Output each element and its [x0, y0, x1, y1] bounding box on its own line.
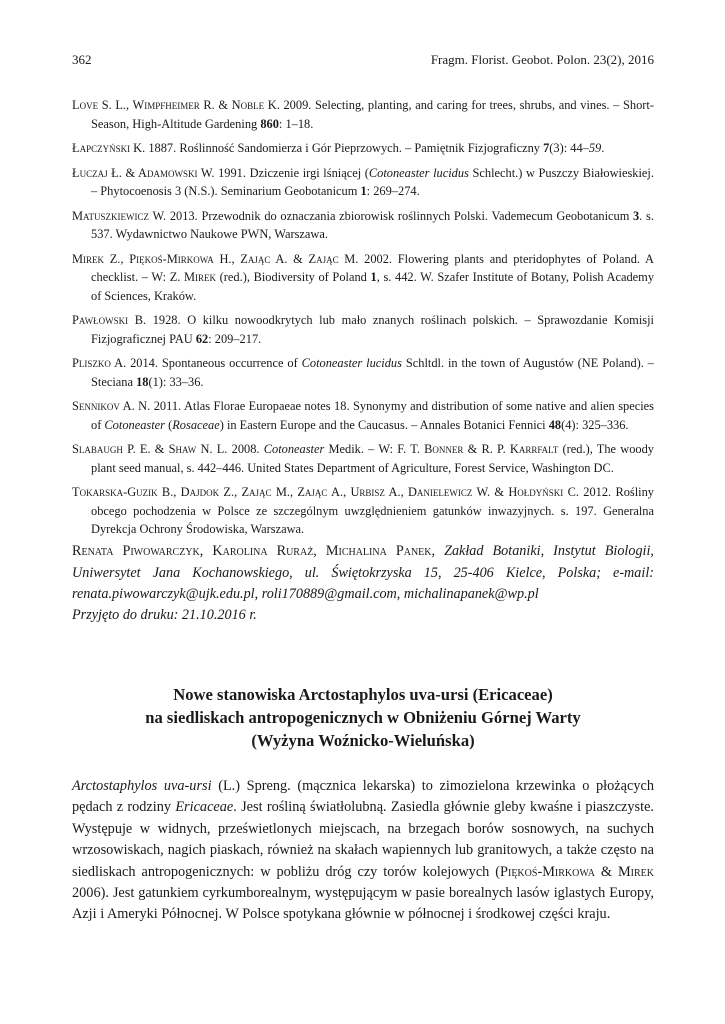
- affiliation: Zakład Botaniki, Instytut Biologii, Uniwersytet Jana Kochanowskiego, ul. Świętokrzyska 15, 25-406 Kielce, Polska; e-mail: renata.piwowarczyk@ujk.edu.pl, roli170889@gmail.com, michalinapanek@wp.pl: [72, 543, 654, 602]
- reference-entry: Sennikov A. N. 2011. Atlas Florae Europaeae notes 18. Synonymy and distribution of some native and alien species of Cotoneaster (Rosaceae) in Eastern Europe and the Caucasus. – Annales Botanici Fennici 48(4): 325–336.: [72, 399, 654, 432]
- reference-entry: Łuczaj Ł. & Adamowski W. 1991. Dziczenie irgi lśniącej (Cotoneaster lucidus Schlecht.) w Puszczy Białowieskiej. – Phytocoenosis 3 (N.S.). Seminarium Geobotanicum 1: 269–274.: [72, 165, 654, 198]
- reference-entry: Łapczyński K. 1887. Roślinność Sandomierza i Gór Pieprzowych. – Pamiętnik Fizjograficzny 7(3): 44–59.: [72, 141, 605, 155]
- reference-entry: Mirek Z., Piękoś-Mirkowa H., Zając A. & Zając M. 2002. Flowering plants and pteridophytes of Poland. A checklist. – W: Z. Mirek (red.), Biodiversity of Poland 1, s. 442. W. Szafer Institute of Botany, Polish Academy of Sciences, Kraków.: [72, 251, 655, 303]
- body-paragraph: Arctostaphylos uva-ursi (L.) Spreng. (mącznica lekarska) to zimozielona krzewinka o płożących pędach z rodziny Ericaceae. Jest rośliną światłolubną. Zasiedla głównie gleby kwaśne i piaszczyste. Występuje w widnych, prześwietlonych miejscach, na brzegach borów sosnowych, na suchych wrzosowiskach, nagich piaskach, również na skałach wapiennych lub granitowych, a także często na siedliskach antropogenicznych: w pobliżu dróg czy torów kolejowych (Piękoś-Mirkowa & Mirek 2006). Jest gatunkiem cyrkumborealnym, występującym w pasie borealnych lasów iglastych Europy, Azji i Ameryki Północnej. W Polsce spotykana głównie w północnej i środkowej części kraju.: [72, 778, 654, 923]
- page-number: 362: [72, 52, 92, 67]
- reference-entry: Pliszko A. 2014. Spontaneous occurrence of Cotoneaster lucidus Schltdl. in the town of Augustów (NE Poland). – Steciana 18(1): 33–36.: [72, 356, 654, 389]
- running-head: [72, 52, 654, 70]
- journal-reference: Fragm. Florist. Geobot. Polon. 23(2), 2016: [430, 52, 654, 67]
- author-affiliation: [72, 541, 654, 606]
- received-date: Przyjęto do druku: 21.10.2016 r.: [72, 607, 257, 623]
- author-names: Renata Piwowarczyk, Karolina Ruraż, Michalina Panek,: [72, 543, 436, 559]
- reference-entry: Tokarska-Guzik B., Dajdok Z., Zając M., Zając A., Urbisz A., Danielewicz W. & Hołdyński C. 2012. Rośliny obcego pochodzenia w Polsce ze szczególnym uwzględnieniem gatunków inwazyjnych. s. 197. Generalna Dyrekcja Ochrony Środowiska, Warszawa.: [72, 485, 654, 536]
- reference-entry: Slabaugh P. E. & Shaw N. L. 2008. Cotoneaster Medik. – W: F. T. Bonner & R. P. Karrfalt (red.), The woody plant seed manual, s. 442–446. United States Department of Agriculture, Forest Service, Washington DC.: [72, 442, 654, 475]
- reference-entry: Love S. L., Wimpfheimer R. & Noble K. 2009. Selecting, planting, and caring for trees, shrubs, and vines. – Short-Season, High-Altitude Gardening 860: 1–18.: [72, 98, 654, 131]
- reference-list: [72, 96, 654, 545]
- reference-entry: Pawłowski B. 1928. O kilku nowoodkrytych lub mało znanych roślinach polskich. – Sprawozdanie Komisji Fizjograficznej PAU 62: 209–217.: [72, 313, 654, 346]
- article-title: Nowe stanowiska Arctostaphylos uva-ursi (Ericaceae) na siedliskach antropogenicznych w Obniżeniu Górnej Warty (Wyżyna Woźnicko-Wieluńska): [145, 685, 581, 750]
- reference-entry: Matuszkiewicz W. 2013. Przewodnik do oznaczania zbiorowisk roślinnych Polski. Vademecum Geobotanicum 3. s. 537. Wydawnictwo Naukowe PWN, Warszawa.: [72, 208, 654, 241]
